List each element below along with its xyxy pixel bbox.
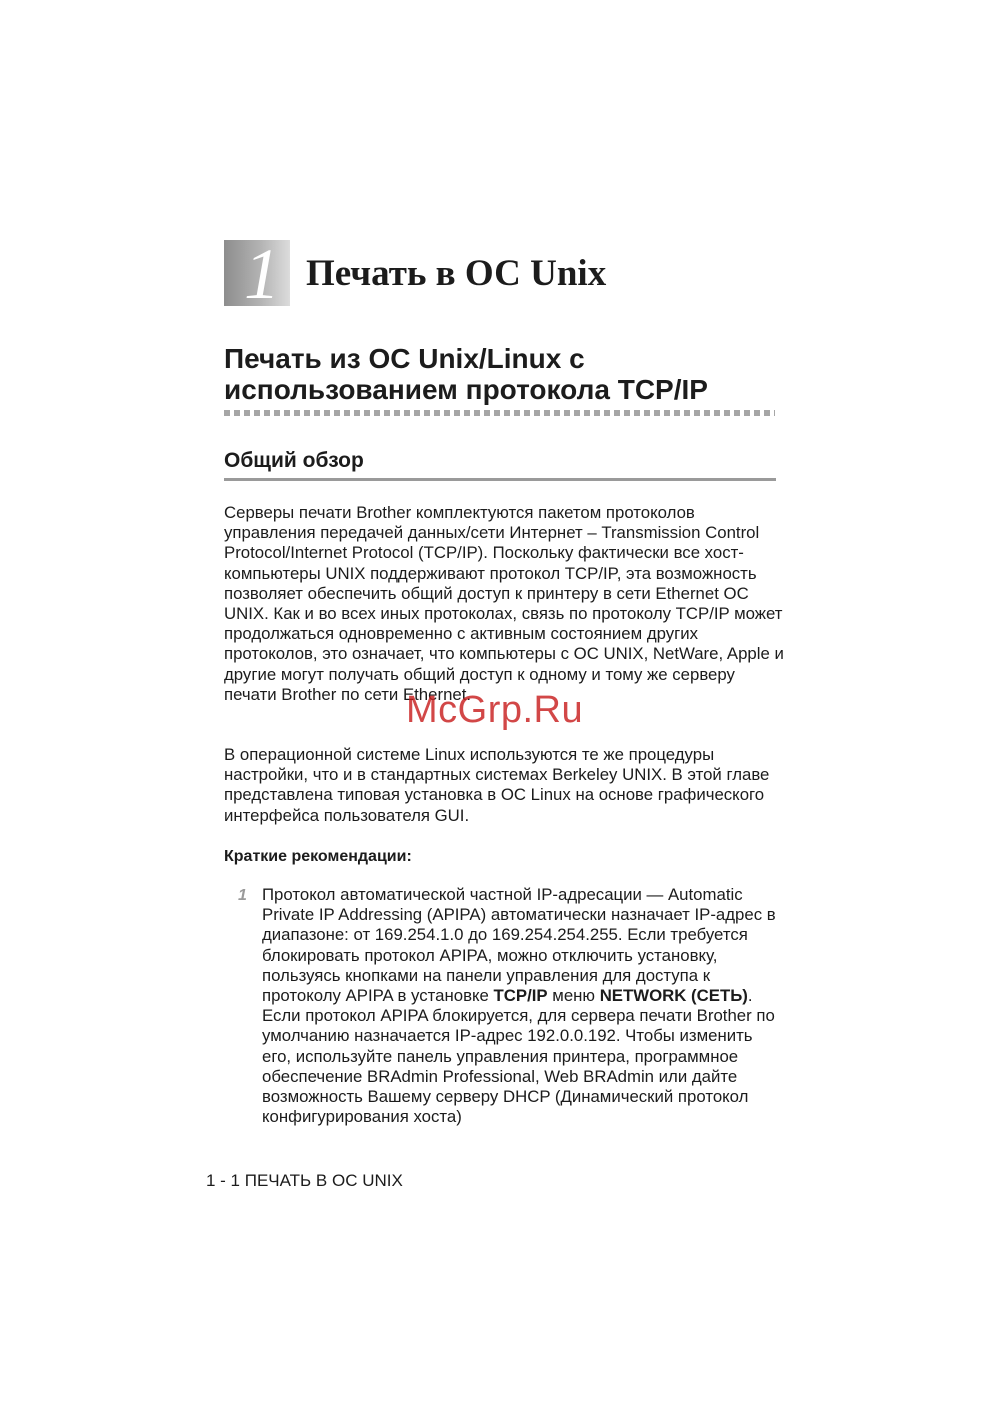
list-item-bold-network: NETWORK (СЕТЬ)	[599, 986, 748, 1006]
list-item-text-before: Протокол автоматической частной IP-адресации — Automatic Private IP Addressing (APIPA) автоматически назначает IP-адрес в диапазоне: от 169.254.1.0 до 169.254.254.255. Если требуется блокировать протокол APIPA, можно отключить установку, пользуясь кнопками на панели управления для доступа к протоколу APIPA в установке	[262, 885, 776, 1006]
chapter-number: 1	[244, 234, 280, 314]
subsection-divider	[224, 478, 776, 481]
list-item-text-middle: меню	[547, 986, 600, 1006]
page-footer: 1 - 1 ПЕЧАТЬ В ОС UNIX	[206, 1171, 403, 1190]
paragraph-linux: В операционной системе Linux используются те же процедуры настройки, что и в стандартных системах Berkeley UNIX. В этой главе представлена типовая установка в ОС Linux на основе графического интерфейса пользователя GUI.	[224, 745, 770, 825]
watermark: McGrp.Ru	[406, 689, 584, 731]
list-item-number: 1	[238, 887, 247, 904]
subsection-title: Общий обзор	[224, 449, 364, 472]
tips-heading: Краткие рекомендации:	[224, 848, 412, 865]
paragraph-overview: Серверы печати Brother комплектуются пакетом протоколов управления передачей данных/сети Интернет – Transmission Control Protocol/Internet Protocol (TCP/IP). Поскольку фактически все хост-компьютеры UNIX поддерживают протокол TCP/IP, эта возможность позволяет обеспечить общий доступ к принтеру в сети Ethernet ОС UNIX. Как и во всех иных протоколах, связь по протоколу TCP/IP может продолжаться одновременно с активным состоянием других протоколов, это означает, что компьютеры с ОС UNIX, NetWare, Apple и другие могут получать общий доступ к одному и тому же серверу печати Brother по сети Ethernet.	[224, 503, 784, 704]
section-title: Печать из ОС Unix/Linux с использованием протокола TCP/IP	[224, 343, 708, 405]
list-item-bold-tcpip: TCP/IP	[493, 986, 548, 1006]
dotted-divider	[224, 410, 775, 416]
list-item-text-after: . Если протокол APIPA блокируется, для сервера печати Brother по умолчанию назначается IP-адрес 192.0.0.192. Чтобы изменить его, используйте панель управления принтера, программное обеспечение BRAdmin Professional, Web BRAdmin или дайте возможность Вашему серверу DHCP (Динамический протокол конфигурирования хоста)	[262, 986, 775, 1127]
list-item	[262, 885, 782, 1127]
chapter-title: Печать в ОС Unix	[306, 253, 607, 294]
